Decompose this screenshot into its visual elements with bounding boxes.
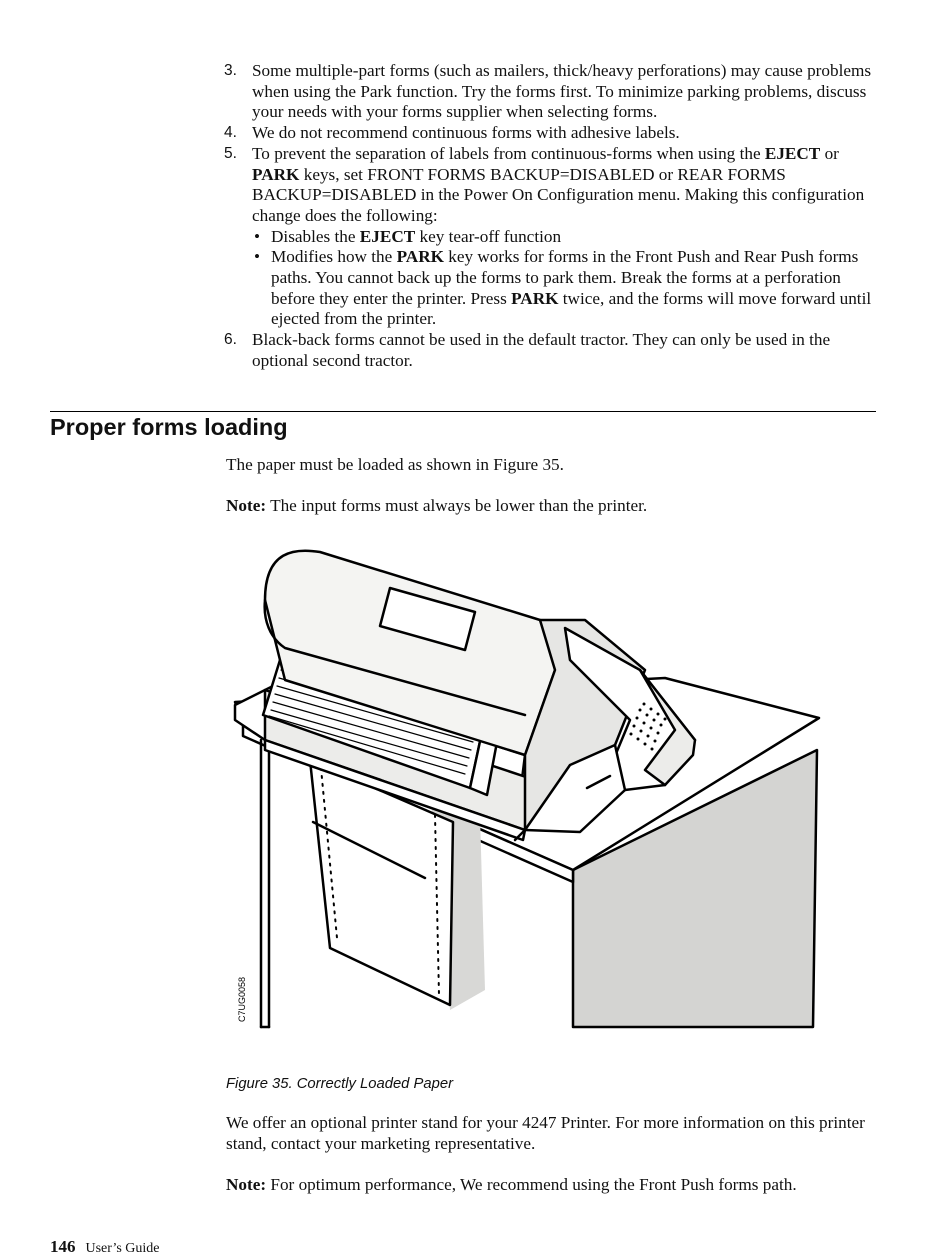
section-heading: Proper forms loading: [50, 414, 288, 440]
bullet: •: [254, 247, 261, 267]
sub-text: Modifies how the: [271, 247, 397, 267]
sub-text: key tear-off function: [415, 226, 562, 246]
list-item-6: [224, 330, 884, 371]
figure-id-label: C7UG0058: [237, 976, 247, 1022]
list-item-5: [224, 144, 884, 330]
list-item-3: [224, 61, 884, 123]
park-key-label: PARK: [396, 247, 444, 267]
note-text: The input forms must always be lower than the printer.: [266, 496, 648, 515]
list-text: keys, set FRONT FORMS BACKUP=DISABLED or REAR FORMS BACKUP=DISABLED in the Power On Configuration menu. Making this configuration change does the following:: [252, 164, 865, 225]
note-paragraph: [226, 1175, 886, 1196]
eject-key-label: EJECT: [764, 143, 821, 163]
list-text: Black-back forms cannot be used in the default tractor. They can only be used in the optional second tractor.: [252, 330, 831, 370]
note-label: Note:: [226, 1175, 267, 1194]
note-text: For optimum performance, We recommend using the Front Push forms path.: [266, 1175, 797, 1194]
list-text: Some multiple-part forms (such as mailers, thick/heavy perforations) may cause problems when using the Park function. Try the forms first. To minimize parking problems, discuss your needs with your forms supplier when selecting forms.: [252, 61, 872, 122]
list-number: 4.: [224, 124, 237, 142]
note-paragraph: [226, 496, 886, 517]
list-number: 3.: [224, 62, 237, 79]
sub-list-item: [252, 247, 884, 330]
sub-text: key works for forms in the Front Push and Rear Push forms paths. You cannot back up the forms to park them. Break the forms at a perforation before they enter the printer. Press: [271, 247, 859, 308]
sub-text: Disables the: [271, 226, 360, 246]
page-footer: [50, 1237, 160, 1257]
sub-list-item: [252, 227, 884, 248]
park-key-label: PARK: [252, 164, 300, 184]
list-item-4: [224, 123, 884, 144]
printer-illustration-svg: [225, 540, 825, 1035]
list-number: 5.: [224, 144, 237, 162]
section-rule: [50, 411, 876, 412]
eject-key-label: EJECT: [359, 226, 416, 246]
intro-paragraph: The paper must be loaded as shown in Figure 35.: [226, 455, 564, 474]
list-number: 6.: [224, 331, 237, 349]
figure-caption: Figure 35. Correctly Loaded Paper: [226, 1076, 454, 1092]
list-text: To prevent the separation of labels from continuous-forms when using the: [252, 143, 765, 163]
numbered-list: [224, 61, 884, 372]
park-key-label: PARK: [511, 288, 559, 308]
page-number: 146: [50, 1237, 76, 1256]
stand-paragraph: We offer an optional printer stand for your 4247 Printer. For more information on this printer stand, contact your marketing representative.: [226, 1113, 865, 1153]
list-text: or: [820, 143, 839, 163]
list-text: We do not recommend continuous forms with adhesive labels.: [252, 123, 680, 143]
sub-text: twice, and the forms will move forward until ejected from the printer.: [271, 288, 872, 329]
printer-illustration: [225, 540, 825, 1035]
bullet: •: [254, 226, 261, 246]
document-title: User’s Guide: [85, 1241, 160, 1256]
note-label: Note:: [226, 496, 267, 515]
